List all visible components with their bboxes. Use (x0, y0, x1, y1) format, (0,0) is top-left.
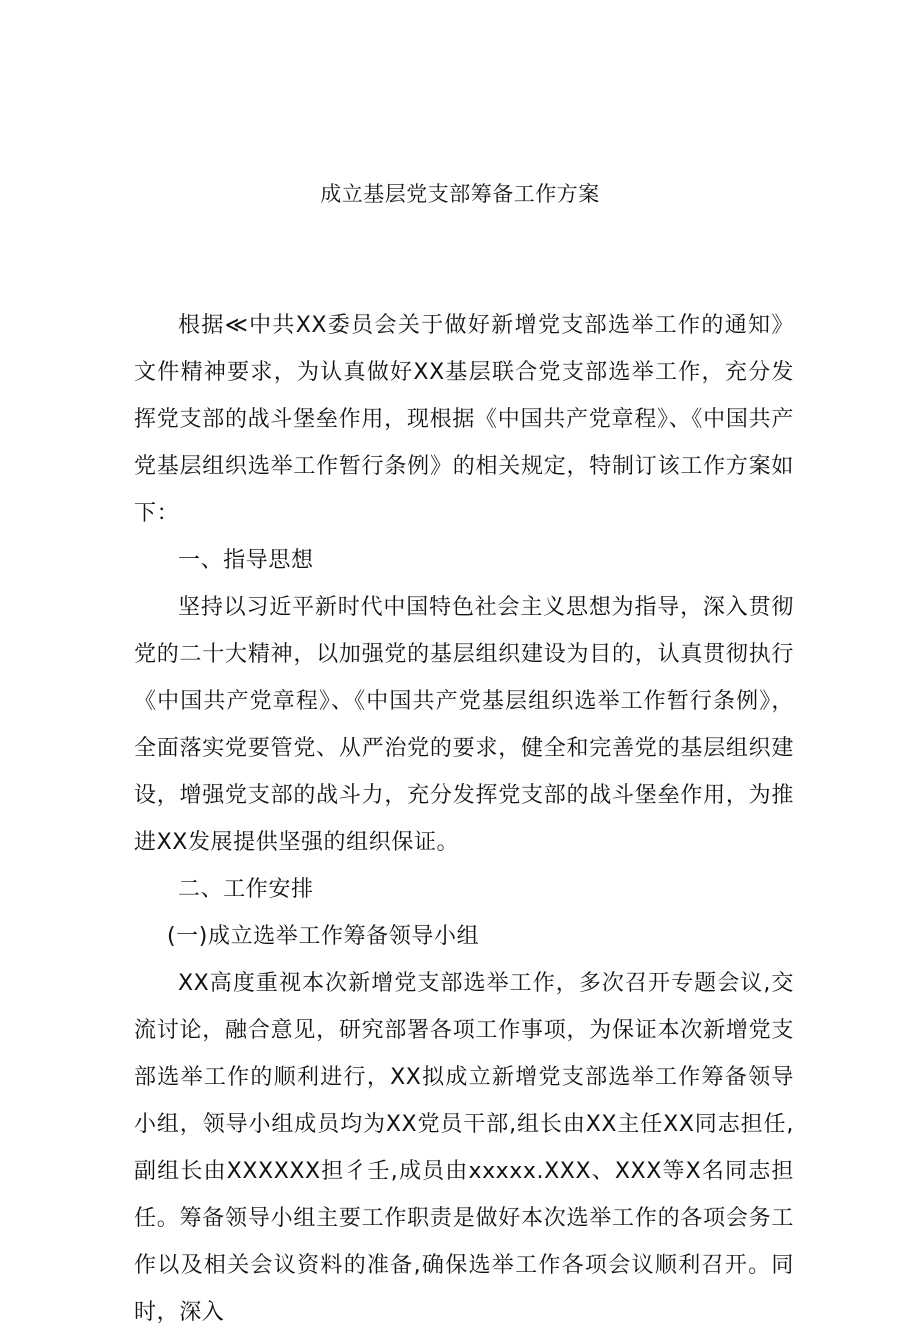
preparatory-group-paragraph: XX高度重视本次新增党支部选举工作，多次召开专题会议,交流讨论，融合意见，研究部署各项工作事项，为保证本次新增党支部选举工作的顺利进行，XX拟成立新增党支部选举工作筹备领导小组，领导小组成员均为XX党员干部,组长由XX主任XX同志担任,副组长由XXXXXX担彳壬,成员由xxxxx.XXX、XXX等X名同志担任。筹备领导小组主要工作职责是做好本次选举工作的各项会务工作以及相关会议资料的准备,确保选举工作各项会议顺利召开。同时，深入 (134, 971, 794, 1325)
guiding-ideology-paragraph: 坚持以习近平新时代中国特色社会主义思想为指导，深入贯彻党的二十大精神，以加强党的基层组织建设为目的，认真贯彻执行《中国共产党章程》、《中国共产党基层组织选举工作暂行条例》，全面落实党要管党、从严治党的要求，健全和完善党的基层组织建设，增强党支部的战斗力，充分发挥党支部的战斗堡垒作用，为推进XX发展提供坚强的组织保证。 (134, 595, 794, 855)
section-heading-guiding-ideology: 一、指导思想 (178, 548, 314, 573)
subsection-heading-preparatory-group: (一)成立选举工作筹备领导小组 (167, 924, 480, 949)
document-body (134, 302, 794, 1336)
intro-paragraph: 根据≪中共XX委员会关于做好新增党支部选举工作的通知》文件精神要求，为认真做好XX基层联合党支部选举工作，充分发挥党支部的战斗堡垒作用，现根据《中国共产党章程》、《中国共产党基层组织选举工作暂行条例》的相关规定，特制订该工作方案如下： (134, 313, 794, 526)
document-title: 成立基层党支部筹备工作方案 (320, 182, 600, 206)
section-heading-work-arrangement: 二、工作安排 (178, 877, 314, 902)
